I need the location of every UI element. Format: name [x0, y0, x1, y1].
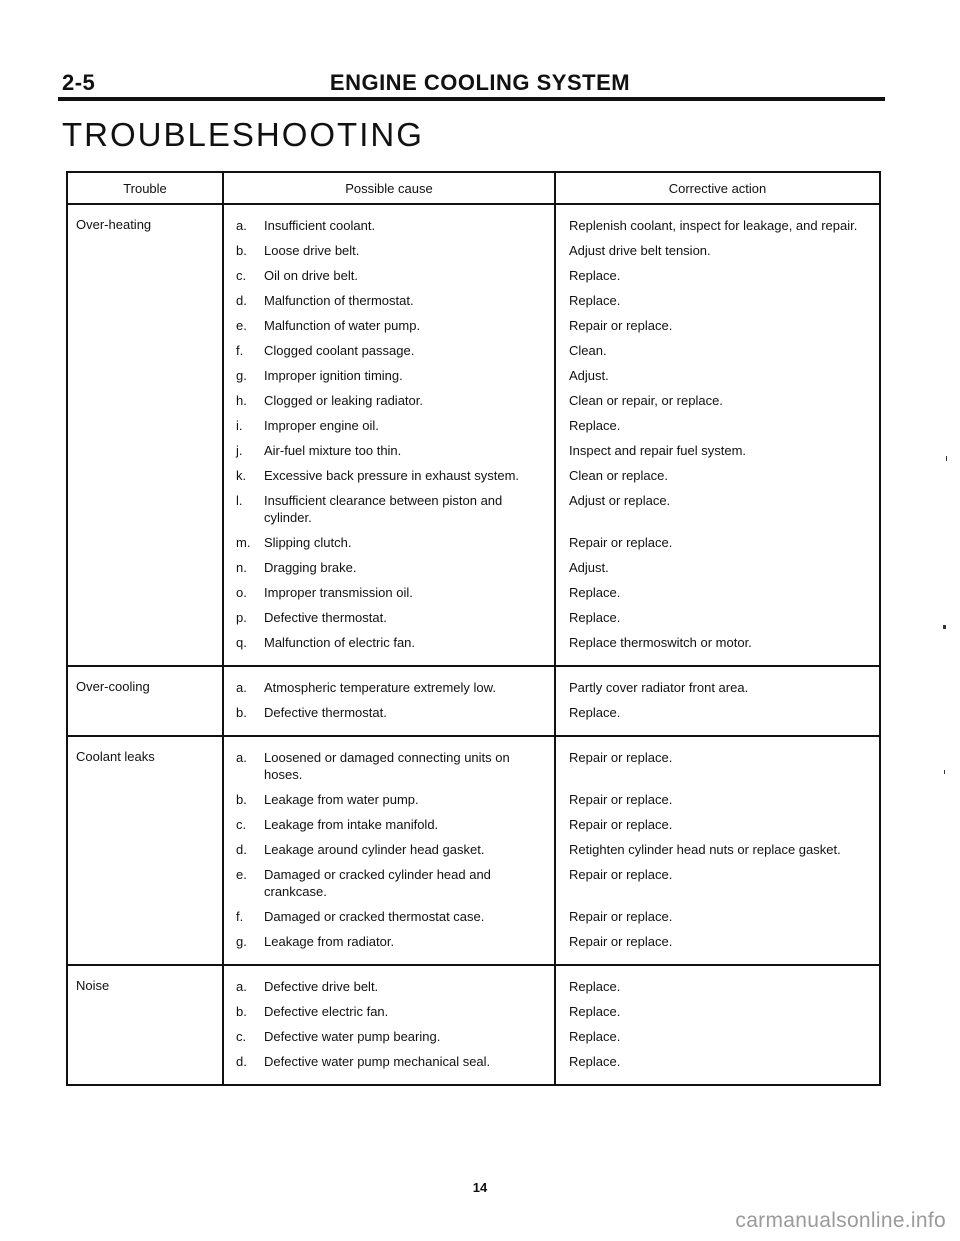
cause-item [224, 342, 554, 359]
cause-item [224, 217, 554, 234]
cause-letter: c. [236, 817, 247, 832]
cause-text: Leakage around cylinder head gasket. [264, 842, 485, 857]
cause-text: Dragging brake. [264, 560, 357, 575]
scan-speck [944, 770, 945, 774]
action-text: Replace thermoswitch or motor. [569, 635, 752, 650]
action-text: Repair or replace. [569, 750, 673, 765]
trouble-cell: Over-cooling [68, 667, 224, 735]
cause-letter: a. [236, 979, 247, 994]
action-text: Retighten cylinder head nuts or replace gasket. [569, 842, 841, 857]
action-text: Replace. [569, 1054, 621, 1069]
action-column [556, 667, 879, 735]
scan-speck [946, 456, 947, 461]
section-title: ENGINE COOLING SYSTEM [329, 70, 631, 95]
cause-letter: d. [236, 842, 247, 857]
cause-letter: k. [236, 468, 247, 483]
cause-item [224, 634, 554, 651]
cause-letter: d. [236, 1054, 247, 1069]
cause-item [224, 467, 554, 484]
page-number: 14 [472, 1180, 488, 1195]
action-column [556, 737, 879, 964]
cause-letter: h. [236, 393, 247, 408]
cause-letter: p. [236, 610, 247, 625]
cause-letter: n. [236, 560, 247, 575]
cause-letter: i. [236, 418, 243, 433]
cause-text: Improper engine oil. [264, 418, 379, 433]
cause-letter: d. [236, 293, 247, 308]
action-text: Clean or repair, or replace. [569, 393, 723, 408]
cause-letter: a. [236, 218, 247, 233]
column-header-possible-cause: Possible cause [224, 173, 556, 203]
action-text: Replace. [569, 293, 621, 308]
action-text: Replace. [569, 1029, 621, 1044]
cause-column [224, 205, 556, 665]
cause-item [224, 267, 554, 284]
cause-column [224, 737, 556, 964]
cause-item [224, 816, 554, 833]
section-number: 2-5 [62, 70, 96, 95]
cause-item [224, 317, 554, 334]
cause-item [224, 1053, 554, 1070]
cause-letter: o. [236, 585, 247, 600]
cause-letter: c. [236, 268, 247, 283]
cause-text: Malfunction of electric fan. [264, 635, 416, 650]
cause-text: Clogged coolant passage. [264, 343, 415, 358]
trouble-cell: Noise [68, 966, 224, 1084]
action-column [556, 205, 879, 665]
cause-letter: b. [236, 792, 247, 807]
cause-text: Damaged or cracked thermostat case. [264, 909, 485, 924]
action-column [556, 966, 879, 1084]
action-text: Repair or replace. [569, 318, 673, 333]
cause-item [224, 679, 554, 696]
cause-item [224, 1028, 554, 1045]
trouble-group [68, 667, 879, 737]
action-text: Inspect and repair fuel system. [569, 443, 747, 458]
cause-text: Malfunction of thermostat. [264, 293, 414, 308]
cause-item [224, 749, 554, 783]
cause-item [224, 242, 554, 259]
cause-item [224, 978, 554, 995]
cause-text: Leakage from radiator. [264, 934, 395, 949]
cause-text: Excessive back pressure in exhaust system. [264, 468, 520, 483]
cause-letter: b. [236, 243, 247, 258]
cause-letter: a. [236, 750, 247, 765]
cause-letter: m. [236, 535, 251, 550]
watermark: carmanualsonline.info [735, 1209, 946, 1232]
cause-text: Improper ignition timing. [264, 368, 403, 383]
cause-text: Defective water pump mechanical seal. [264, 1054, 491, 1069]
action-text: Replace. [569, 585, 621, 600]
action-text: Clean. [569, 343, 607, 358]
trouble-cell: Coolant leaks [68, 737, 224, 964]
cause-text: Loosened or damaged connecting units on hoses. [264, 750, 510, 782]
action-text: Repair or replace. [569, 792, 673, 807]
cause-text: Oil on drive belt. [264, 268, 358, 283]
cause-item [224, 442, 554, 459]
cause-letter: b. [236, 705, 247, 720]
action-text: Repair or replace. [569, 867, 673, 882]
cause-letter: c. [236, 1029, 247, 1044]
page-heading: TROUBLESHOOTING [62, 116, 424, 153]
cause-item [224, 609, 554, 626]
action-text: Replace. [569, 418, 621, 433]
cause-letter: f. [236, 343, 244, 358]
action-text: Adjust. [569, 368, 609, 383]
cause-item [224, 933, 554, 950]
column-header-corrective-action: Corrective action [668, 180, 767, 196]
cause-letter: q. [236, 635, 247, 650]
action-text: Replace. [569, 610, 621, 625]
cause-column [224, 667, 556, 735]
action-text: Adjust or replace. [569, 493, 671, 508]
cause-text: Loose drive belt. [264, 243, 360, 258]
cause-item [224, 584, 554, 601]
scan-speck [943, 625, 946, 629]
cause-item [224, 367, 554, 384]
cause-letter: a. [236, 680, 247, 695]
cause-item [224, 492, 554, 526]
column-header-trouble: Trouble [68, 173, 224, 203]
cause-text: Leakage from intake manifold. [264, 817, 439, 832]
cause-text: Slipping clutch. [264, 535, 352, 550]
header-rule [58, 97, 885, 101]
cause-letter: g. [236, 368, 247, 383]
action-text: Adjust drive belt tension. [569, 243, 711, 258]
cause-item [224, 841, 554, 858]
cause-text: Improper transmission oil. [264, 585, 413, 600]
action-text: Partly cover radiator front area. [569, 680, 749, 695]
cause-item [224, 559, 554, 576]
cause-text: Damaged or cracked cylinder head and crankcase. [264, 867, 491, 899]
cause-item [224, 292, 554, 309]
action-text: Clean or replace. [569, 468, 668, 483]
cause-item [224, 704, 554, 721]
cause-text: Atmospheric temperature extremely low. [264, 680, 496, 695]
cause-text: Insufficient coolant. [264, 218, 376, 233]
cause-item [224, 534, 554, 551]
cause-letter: l. [236, 493, 243, 508]
trouble-group [68, 205, 879, 667]
cause-column [224, 966, 556, 1084]
cause-letter: e. [236, 318, 247, 333]
action-text: Replace. [569, 979, 621, 994]
action-text: Repair or replace. [569, 817, 673, 832]
trouble-group [68, 966, 879, 1084]
cause-item [224, 417, 554, 434]
action-text: Replace. [569, 1004, 621, 1019]
action-text: Replace. [569, 705, 621, 720]
action-text: Replenish coolant, inspect for leakage, and repair. [569, 218, 858, 233]
cause-letter: j. [236, 443, 243, 458]
cause-text: Defective drive belt. [264, 979, 379, 994]
trouble-group [68, 737, 879, 966]
cause-text: Clogged or leaking radiator. [264, 393, 423, 408]
cause-item [224, 392, 554, 409]
trouble-cell: Over-heating [68, 205, 224, 665]
cause-letter: b. [236, 1004, 247, 1019]
action-text: Repair or replace. [569, 909, 673, 924]
cause-text: Insufficient clearance between piston and cylinder. [264, 493, 503, 525]
cause-item [224, 1003, 554, 1020]
action-text: Repair or replace. [569, 934, 673, 949]
cause-item [224, 866, 554, 900]
table-header-row [68, 173, 879, 205]
cause-text: Defective thermostat. [264, 705, 387, 720]
cause-item [224, 791, 554, 808]
cause-text: Leakage from water pump. [264, 792, 419, 807]
table-body [68, 205, 879, 1084]
cause-letter: f. [236, 909, 244, 924]
cause-item [224, 908, 554, 925]
cause-letter: e. [236, 867, 247, 882]
cause-text: Air-fuel mixture too thin. [264, 443, 402, 458]
troubleshooting-table [66, 171, 881, 1086]
cause-text: Defective water pump bearing. [264, 1029, 441, 1044]
cause-letter: g. [236, 934, 247, 949]
cause-text: Defective electric fan. [264, 1004, 389, 1019]
cause-text: Malfunction of water pump. [264, 318, 421, 333]
action-text: Replace. [569, 268, 621, 283]
action-text: Adjust. [569, 560, 609, 575]
action-text: Repair or replace. [569, 535, 673, 550]
cause-text: Defective thermostat. [264, 610, 387, 625]
